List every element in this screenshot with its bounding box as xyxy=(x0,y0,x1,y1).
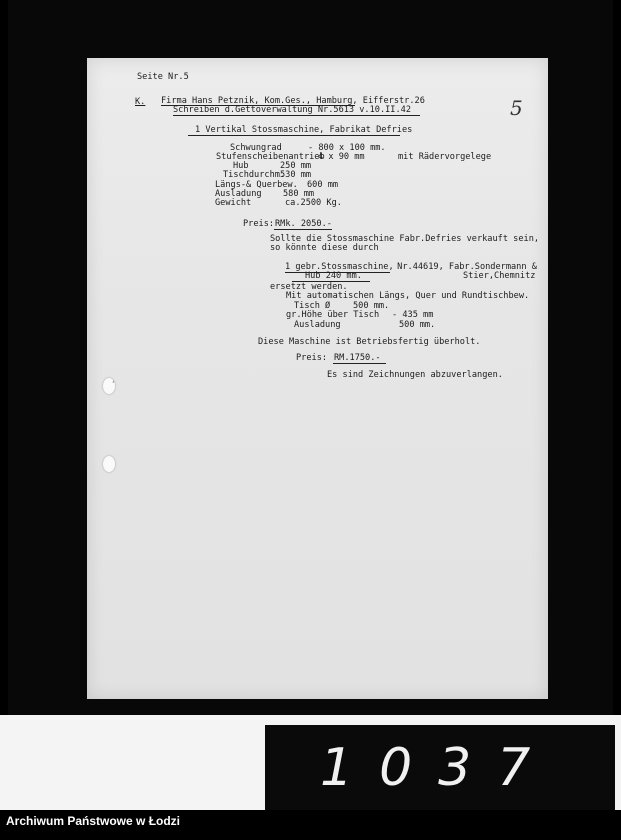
paragraph-line: Mit automatischen Längs, Quer und Rundtischbew. xyxy=(286,291,530,301)
alt-spec-label: gr.Höhe über Tisch xyxy=(286,310,380,320)
document-page xyxy=(87,58,548,699)
alt-machine-detail: Nr.44619, Fabr.Sondermann & xyxy=(392,262,537,272)
firm-marker: K. xyxy=(135,97,146,107)
paragraph-line: Sollte die Stossmaschine Fabr.Defries verkauft sein, xyxy=(270,234,540,244)
frame-number: 1037 xyxy=(320,738,557,798)
spec-label: Stufenscheibenantrieb xyxy=(216,152,325,162)
alt-spec-value: 500 mm. xyxy=(353,301,390,311)
spec-label: Tischdurchm. xyxy=(223,170,286,180)
spec-value: ca.2500 Kg. xyxy=(285,198,342,208)
firm-line: Firma Hans Petznik, Kom.Ges., Hamburg, Eifferstr.26 xyxy=(161,96,425,106)
spec-label: Längs-& Querbew. xyxy=(215,180,298,190)
archive-name: Archiwum Państwowe w Łodzi xyxy=(6,814,181,828)
alt-spec-value: 500 mm. xyxy=(399,320,436,330)
paragraph-line: so könnte diese durch xyxy=(270,243,379,253)
paragraph-line: ersetzt werden. xyxy=(270,282,348,292)
price-label: Preis: xyxy=(243,219,275,229)
spec-value: 600 mm xyxy=(307,180,339,190)
price-underline xyxy=(274,229,332,230)
alt-machine-title: 1 gebr.Stossmaschine, xyxy=(285,262,394,272)
price-value: RMk. 2050.- xyxy=(275,219,332,229)
alt-machine-maker: Stier,Chemnitz xyxy=(463,271,536,281)
spec-label: Hub xyxy=(233,161,249,171)
price-underline xyxy=(333,363,386,364)
drawings-note: Es sind Zeichnungen abzuverlangen. xyxy=(327,370,503,380)
spec-label: Ausladung xyxy=(215,189,262,199)
spec-extra: mit Rädervorgelege xyxy=(398,152,492,162)
paper-mark: , xyxy=(111,375,116,384)
overhaul-note: Diese Maschine ist Betriebsfertig überholt. xyxy=(258,337,481,347)
price-label: Preis: xyxy=(296,353,328,363)
handwritten-page-number: 5 xyxy=(510,96,523,120)
alt-spec-label: Ausladung xyxy=(294,320,341,330)
spec-value: 4 x 90 mm xyxy=(318,152,365,162)
price-value: RM.1750.- xyxy=(334,353,381,363)
letter-underline xyxy=(173,115,420,116)
alt-spec-value: - 435 mm xyxy=(392,310,434,320)
punch-hole xyxy=(103,456,115,472)
spec-label: Schwungrad xyxy=(230,143,282,153)
title-underline xyxy=(188,135,400,136)
page-header: Seite Nr.5 xyxy=(137,72,189,82)
spec-value: 530 mm xyxy=(280,170,312,180)
alt-spec-label: Tisch Ø xyxy=(294,301,331,311)
spec-value: 250 mm xyxy=(280,161,312,171)
spec-label: Gewicht xyxy=(215,198,252,208)
spec-value: 580 mm xyxy=(283,189,315,199)
machine-title: 1 Vertikal Stossmaschine, Fabrikat Defries xyxy=(195,125,413,135)
alt-machine-stroke: Hub 240 mm. xyxy=(305,271,362,281)
spec-value: - 800 x 100 mm. xyxy=(308,143,386,153)
letter-reference: Schreiben d.Gettoverwaltung Nr.5613 v.10.II.42 xyxy=(173,105,411,115)
